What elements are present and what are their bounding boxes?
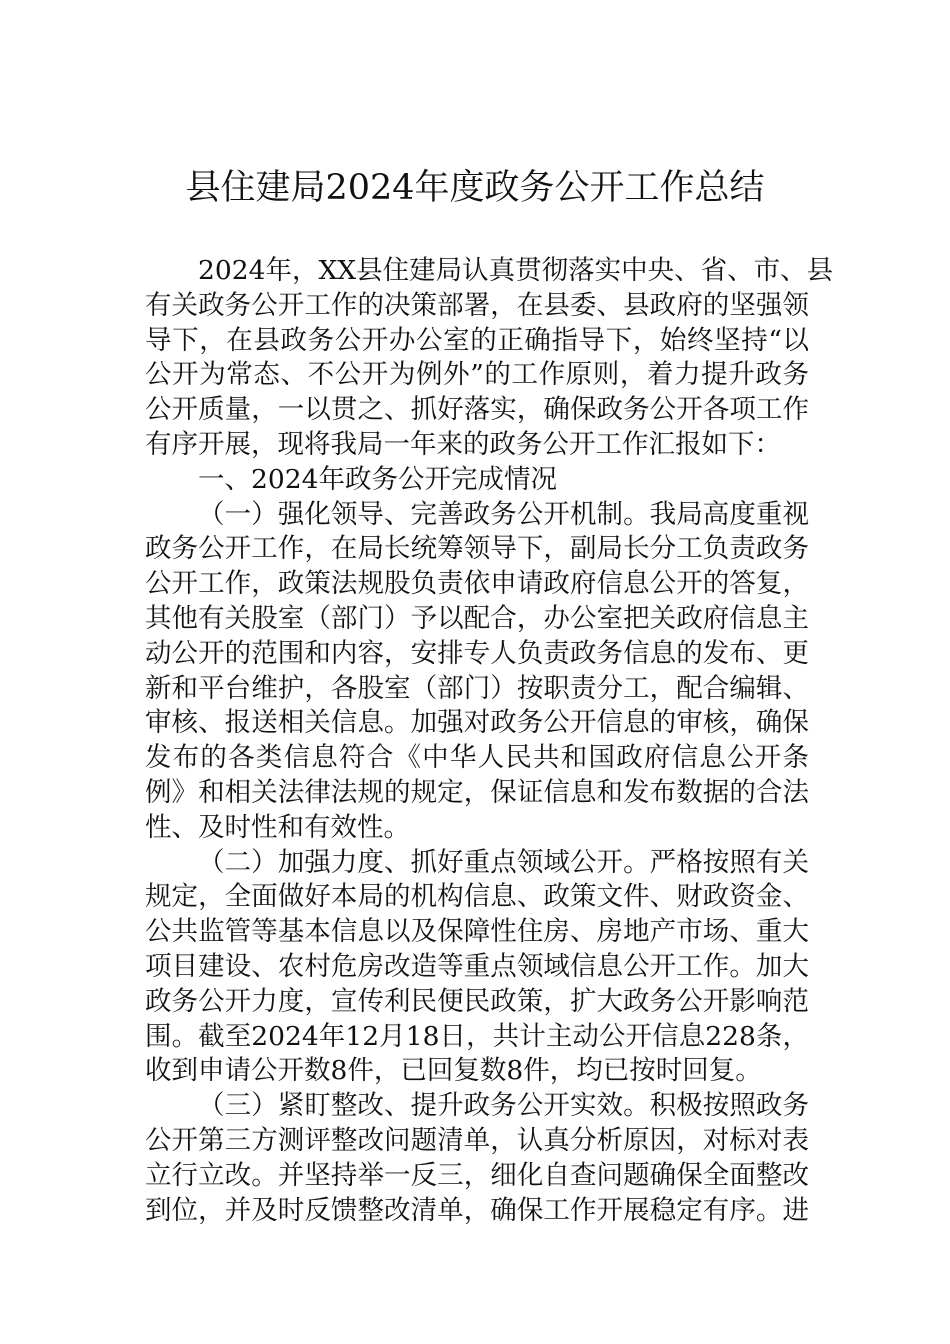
body-line: 收到申请公开数8件，已回复数8件，均已按时回复。	[145, 1055, 762, 1087]
body-line: （三）紧盯整改、提升政务公开实效。积极按照政务	[198, 1090, 809, 1122]
body-line: 有关政务公开工作的决策部署，在县委、县政府的坚强领	[145, 289, 809, 321]
document-body	[145, 254, 834, 1228]
body-line: 例》和相关法律法规的规定，保证信息和发布数据的合法	[145, 776, 809, 808]
body-line: 2024年，XX县住建局认真贯彻落实中央、省、市、县	[198, 255, 834, 286]
body-line: 项目建设、农村危房改造等重点领域信息公开工作。加大	[145, 950, 809, 982]
body-line: 审核、报送相关信息。加强对政务公开信息的审核，确保	[145, 707, 809, 739]
body-line: 公开质量，一以贯之、抓好落实，确保政务公开各项工作	[145, 394, 809, 426]
body-line: 有序开展，现将我局一年来的政务公开工作汇报如下：	[145, 428, 781, 460]
body-line: 一、2024年政务公开完成情况	[198, 463, 557, 495]
body-line: （二）加强力度、抓好重点领域公开。严格按照有关	[198, 846, 809, 878]
body-line: 公开为常态、不公开为例外”的工作原则，着力提升政务	[145, 359, 809, 391]
body-line: 其他有关股室（部门）予以配合，办公室把关政府信息主	[145, 602, 809, 634]
document-title: 县住建局2024年度政务公开工作总结	[185, 168, 765, 208]
body-line: 公开第三方测评整改问题清单，认真分析原因，对标对表	[145, 1124, 809, 1156]
body-line: 公共监管等基本信息以及保障性住房、房地产市场、重大	[145, 916, 809, 948]
body-line: 新和平台维护，各股室（部门）按职责分工，配合编辑、	[145, 672, 809, 704]
body-line: 性、及时性和有效性。	[145, 811, 410, 843]
body-line: 导下，在县政务公开办公室的正确指导下，始终坚持“以	[145, 324, 809, 356]
body-line: 围。截至2024年12月18日，共计主动公开信息228条，	[145, 1020, 809, 1052]
body-line: （一）强化领导、完善政务公开机制。我局高度重视	[198, 498, 809, 530]
body-line: 立行立改。并坚持举一反三，细化自查问题确保全面整改	[145, 1159, 809, 1191]
body-line: 公开工作，政策法规股负责依申请政府信息公开的答复，	[145, 568, 809, 600]
body-line: 政务公开力度，宣传利民便民政策，扩大政务公开影响范	[145, 985, 809, 1017]
body-line: 发布的各类信息符合《中华人民共和国政府信息公开条	[145, 742, 809, 774]
body-line: 动公开的范围和内容，安排专人负责政务信息的发布、更	[145, 637, 809, 669]
body-line: 规定，全面做好本局的机构信息、政策文件、财政资金、	[145, 881, 809, 913]
body-line: 到位，并及时反馈整改清单，确保工作开展稳定有序。进	[145, 1194, 809, 1226]
body-line: 政务公开工作，在局长统筹领导下，副局长分工负责政务	[145, 533, 809, 565]
